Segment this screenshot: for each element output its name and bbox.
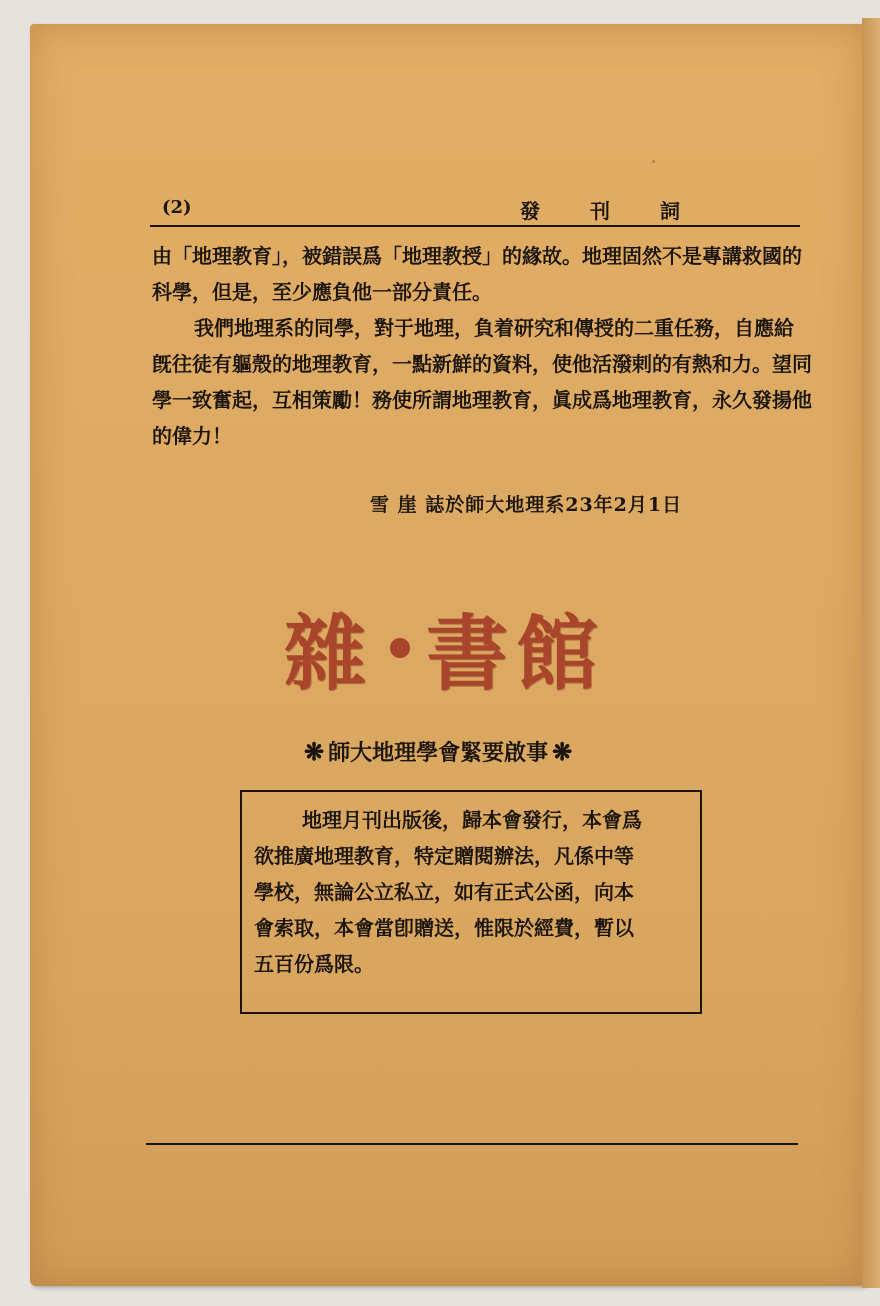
page-number: (2) — [162, 197, 192, 218]
running-title: 發刊詞 — [520, 199, 730, 223]
notice-box — [240, 790, 702, 1014]
page-header — [150, 193, 800, 227]
ornament-right-icon: ❋ — [552, 737, 573, 766]
notice-line-2: 欲推廣地理教育，特定贈閱辦法，凡係中等 — [254, 844, 634, 868]
paragraph-1: 由「地理教育」，被錯誤爲「地理教授」的緣故。地理固然不是專講救國的科學，但是，至少應負他一部分責任。 — [152, 244, 802, 304]
stamp-char-3: 館 — [516, 606, 607, 702]
bottom-rule — [146, 1143, 798, 1145]
notice-line-5: 五百份爲限。 — [254, 952, 374, 976]
next-page-edge — [862, 18, 880, 1288]
stamp-char-1: 雜 — [283, 606, 374, 702]
notice-title-text: 師大地理學會緊要啟事 — [328, 740, 549, 766]
stamp-dot — [390, 638, 410, 658]
paragraph-2: 我們地理系的同學，對于地理，負着研究和傳授的二重任務，自應給旣往徒有軀殼的地理教育，一點新鮮的資料，使他活潑剌的有熱和力。望同學一致奮起，互相策勵！務使所謂地理教育，眞成爲地理教育，永久發揚他的偉力！ — [152, 316, 812, 448]
notice-line-1: 地理月刊出版後，歸本會發行，本會爲 — [302, 808, 642, 832]
notice-line-4: 會索取，本會當卽贈送，惟限於經費，暫以 — [254, 916, 634, 940]
stamp-char-2: 書 — [425, 606, 516, 702]
paper-speck — [652, 160, 655, 163]
notice-title — [300, 736, 576, 767]
notice-line-3: 學校，無論公立私立，如有正式公函，向本 — [254, 880, 634, 904]
signature-line: 雪 崖 誌於師大地理系23年2月1日 — [370, 494, 683, 516]
article-body — [152, 238, 812, 454]
ornament-left-icon: ❋ — [304, 737, 325, 766]
library-stamp — [275, 595, 615, 700]
